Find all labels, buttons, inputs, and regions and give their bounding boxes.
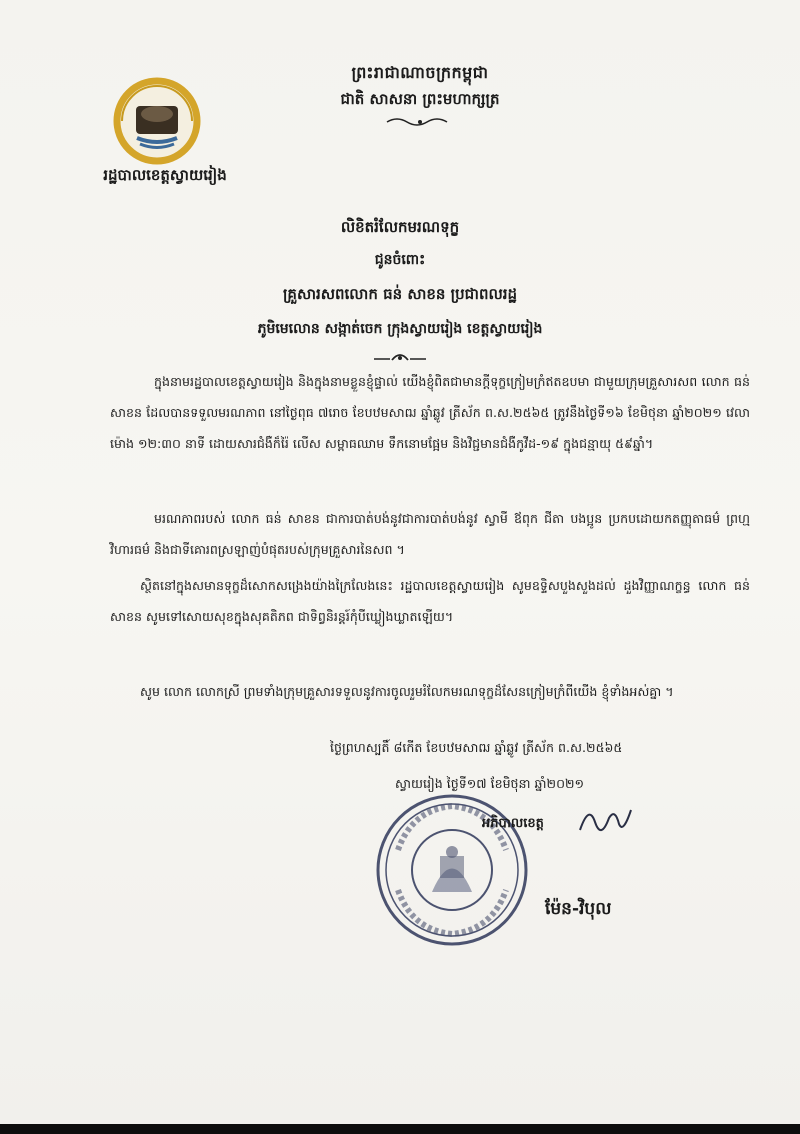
- body-paragraph-4: សូម លោក លោកស្រី ព្រមទាំងក្រុមគ្រួសារទទួលនូវការចូលរួមរំលែកមរណទុក្ខដ៏សែនក្រៀមក្រំពីយើង ខ្ញុំទាំងអស់គ្នា ។: [140, 684, 674, 699]
- body-paragraph-1: ក្នុងនាមរដ្ឋបាលខេត្តស្វាយរៀង និងក្នុងនាមខ្លួនខ្ញុំផ្ទាល់ យើងខ្ញុំពិតជាមានក្ដីទុក្ខក្រៀមក្រំឥតឧបមា ជាមួយក្រុមគ្រួសារសព លោក ធន់ សាខន ដែលបានទទួលមរណភាព នៅថ្ងៃពុធ ៧រោច ខែបឋមសាឍ ឆ្នាំឆ្លូវ ត្រីស័ក ព.ស.២៥៦៥ ត្រូវនឹងថ្ងៃទី១៦ ខែមិថុនា ឆ្នាំ២០២១ វេលាម៉ោង ១២:៣០ នាទី ដោយសារជំងឺក៏រ៉ៃ លើស សម្ពាធឈាម ទឹកនោមផ្អែម និងវិជ្ជមានជំងឺកូវីដ-១៩ ក្នុងជន្មាយុ ៥៩ឆ្នាំ។: [110, 374, 750, 451]
- letter-title: លិខិតរំលែកមរណទុក្ខ: [340, 218, 460, 236]
- ministry-name: រដ្ឋបាលខេត្តស្វាយរៀង: [103, 166, 227, 184]
- recipient-family: គ្រួសារសពលោក ធន់ សាខន ប្រជាពលរដ្ឋ: [282, 285, 518, 303]
- handwritten-signature-icon: [575, 800, 635, 840]
- governor-title: អភិបាលខេត្ត: [482, 816, 544, 831]
- body-paragraph-2: មរណភាពរបស់ លោក ធន់ សាខន ជាការបាត់បង់នូវជាការបាត់បង់នូវ ស្វាមី ឪពុក ជីតា បងប្អូន ប្រកបដោយកតញ្ញុតាធម៌ ព្រហ្មវិហារធម៌ និងជាទីគោរពស្រឡាញ់បំផុតរបស់ក្រុមគ្រួសារនៃសព ។: [110, 511, 750, 557]
- signatory-name: ម៉ែន-វិបុល: [545, 899, 612, 919]
- body-paragraph-3: ស្ថិតនៅក្នុងសមានទុក្ខដ៏សោកសង្រេងយ៉ាងក្រៃលែងនេះ រដ្ឋបាលខេត្តស្វាយរៀង សូមឧទ្ទិសបួងសួងដល់ ដួងវិញ្ញាណក្ខន្ធ លោក ធន់ សាខន សូមទៅសោយសុខក្នុងសុគតិភព ជាទិព្វនិរន្តរ៍កុំបីឃ្លៀងឃ្លាតឡើយ។: [110, 578, 750, 624]
- divider-ornament-icon: [372, 350, 428, 364]
- place-and-date: ស្វាយរៀង ថ្ងៃទី១៧ ខែមិថុនា ឆ្នាំ២០២១: [395, 776, 585, 791]
- provincial-emblem-icon: [112, 76, 202, 166]
- national-motto: ជាតិ សាសនា ព្រះមហាក្សត្រ: [340, 90, 500, 108]
- lunar-date: ថ្ងៃព្រហស្បតិ៍ ៨កើត ខែបឋមសាឍ ឆ្នាំឆ្លូវ ត្រីស័ក ព.ស.២៥៦៥: [330, 740, 623, 755]
- bottom-edge-shadow: [0, 1124, 800, 1134]
- recipient-address: ភូមិមេលោន សង្កាត់ចេក ក្រុងស្វាយរៀង ខេត្តស្វាយរៀង: [257, 321, 543, 337]
- salutation: ជូនចំពោះ: [374, 252, 426, 268]
- ornament-icon: [385, 116, 455, 128]
- kingdom-heading: ព្រះរាជាណាចក្រកម្ពុជា: [351, 63, 489, 82]
- official-seal-icon: [372, 790, 532, 950]
